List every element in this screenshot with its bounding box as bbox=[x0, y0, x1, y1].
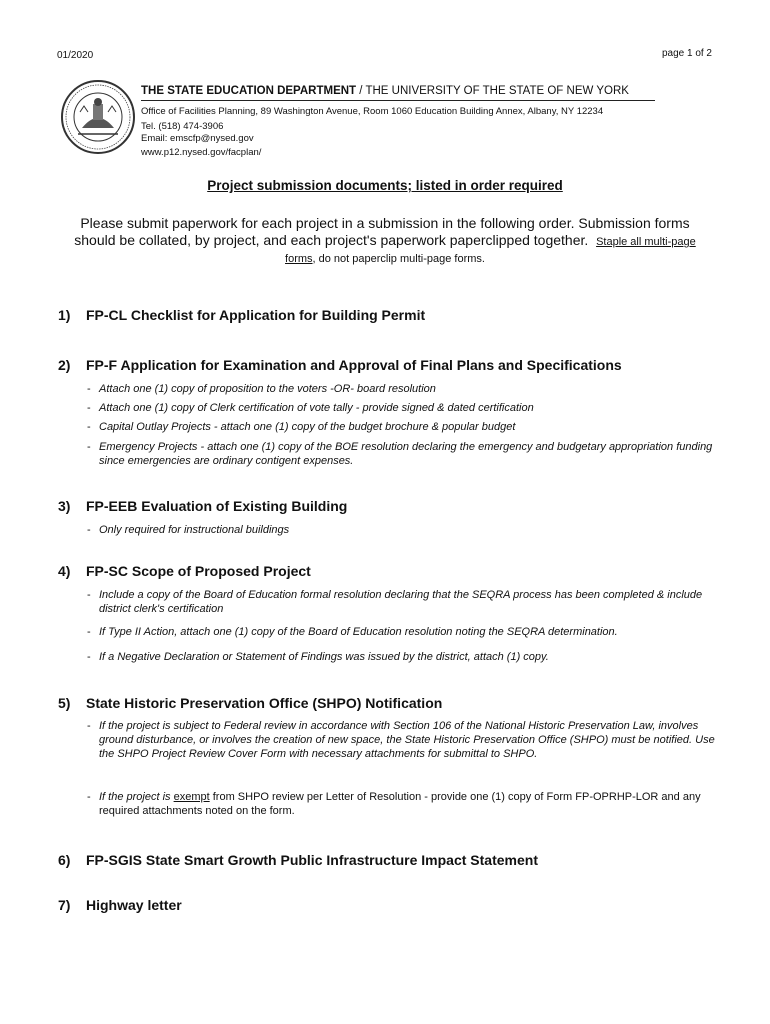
item-label: Highway letter bbox=[86, 897, 182, 913]
paperclip-note: , do not paperclip multi-page forms. bbox=[312, 253, 485, 265]
sub-item: - Attach one (1) copy of proposition to the voters -OR- board resolution bbox=[87, 383, 436, 395]
sub-item: - If the project is subject to Federal review in accordance with Section 106 of the National Historic Preservation Law, involves ground disturbance, or involves the creation of new space, the State Historic Preservation Office (SHPO) must be notified. Use the SHPO Project Review Cover Form with necessary attachments for submittal to SHPO. bbox=[87, 720, 715, 760]
item-2 bbox=[58, 357, 622, 373]
item-label: State Historic Preservation Office (SHPO) Notification bbox=[86, 695, 443, 711]
sub-item: - Only required for instructional buildings bbox=[87, 524, 290, 536]
office-address: Office of Facilities Planning, 89 Washington Avenue, Room 1060 Education Building Annex, Albany, NY 12234 bbox=[141, 106, 604, 117]
item-3 bbox=[58, 498, 347, 514]
item-4 bbox=[58, 563, 311, 579]
item-number: 5) bbox=[58, 695, 71, 711]
item-number: 4) bbox=[58, 563, 71, 579]
website-link[interactable]: www.p12.nysed.gov/facplan/ bbox=[141, 147, 262, 158]
document-title: Project submission documents; listed in order required bbox=[207, 178, 563, 193]
nys-seal-icon bbox=[60, 78, 136, 156]
sub-item: - Capital Outlay Projects - attach one (1) copy of the budget brochure & popular budget bbox=[87, 421, 516, 433]
item-number: 6) bbox=[58, 852, 71, 868]
item-5 bbox=[58, 695, 442, 711]
sub-item: - Attach one (1) copy of Clerk certification of vote tally - provide signed & dated certification bbox=[87, 402, 534, 414]
department-line bbox=[141, 85, 655, 101]
staple-note: Staple all multi-page bbox=[596, 236, 696, 248]
sub-item: - If Type II Action, attach one (1) copy of the Board of Education resolution noting the SEQRA determination. bbox=[87, 626, 618, 638]
item-number: 3) bbox=[58, 498, 71, 514]
exempt-word: exempt bbox=[173, 791, 210, 803]
sub-item-exempt: - If the project is exempt from SHPO review per Letter of Resolution - provide one (1) copy of Form FP-OPRHP-LOR and any required attachments noted on the form. bbox=[87, 791, 701, 817]
item-number: 2) bbox=[58, 357, 71, 373]
telephone: Tel. (518) 474-3906 bbox=[141, 121, 224, 132]
item-label: FP-CL Checklist for Application for Building Permit bbox=[86, 307, 426, 323]
item-number: 1) bbox=[58, 307, 71, 323]
item-1 bbox=[58, 307, 425, 323]
item-label: FP-EEB Evaluation of Existing Building bbox=[86, 498, 348, 514]
item-6 bbox=[58, 852, 538, 868]
intro-paragraph bbox=[56, 215, 714, 268]
sub-item: - Include a copy of the Board of Education formal resolution declaring that the SEQRA process has been completed & include district clerk's certification bbox=[87, 589, 703, 615]
item-label: FP-SGIS State Smart Growth Public Infrastructure Impact Statement bbox=[86, 852, 538, 868]
item-label: FP-F Application for Examination and Approval of Final Plans and Specifications bbox=[86, 357, 622, 373]
item-number: 7) bbox=[58, 897, 71, 913]
revision-date: 01/2020 bbox=[57, 50, 94, 61]
sub-item: - Emergency Projects - attach one (1) copy of the BOE resolution declaring the emergency and budgetary appropriation funding since emergencies are ordinary contigent expenses. bbox=[87, 441, 713, 467]
intro-line-1: Please submit paperwork for each project in a submission in the following order. Submission forms bbox=[80, 215, 690, 231]
sub-item: - If a Negative Declaration or Statement of Findings was issued by the district, attach (1) copy. bbox=[87, 651, 549, 663]
intro-line-2: should be collated, by project, and each project's paperwork paperclipped together. bbox=[74, 232, 589, 248]
university-name: / THE UNIVERSITY OF THE STATE OF NEW YORK bbox=[356, 85, 629, 97]
department-name: THE STATE EDUCATION DEPARTMENT bbox=[141, 85, 357, 97]
forms-word: forms bbox=[285, 253, 313, 265]
item-7 bbox=[58, 897, 182, 913]
email: Email: emscfp@nysed.gov bbox=[141, 133, 254, 144]
page-indicator: page 1 of 2 bbox=[661, 48, 712, 59]
item-label: FP-SC Scope of Proposed Project bbox=[86, 563, 311, 579]
